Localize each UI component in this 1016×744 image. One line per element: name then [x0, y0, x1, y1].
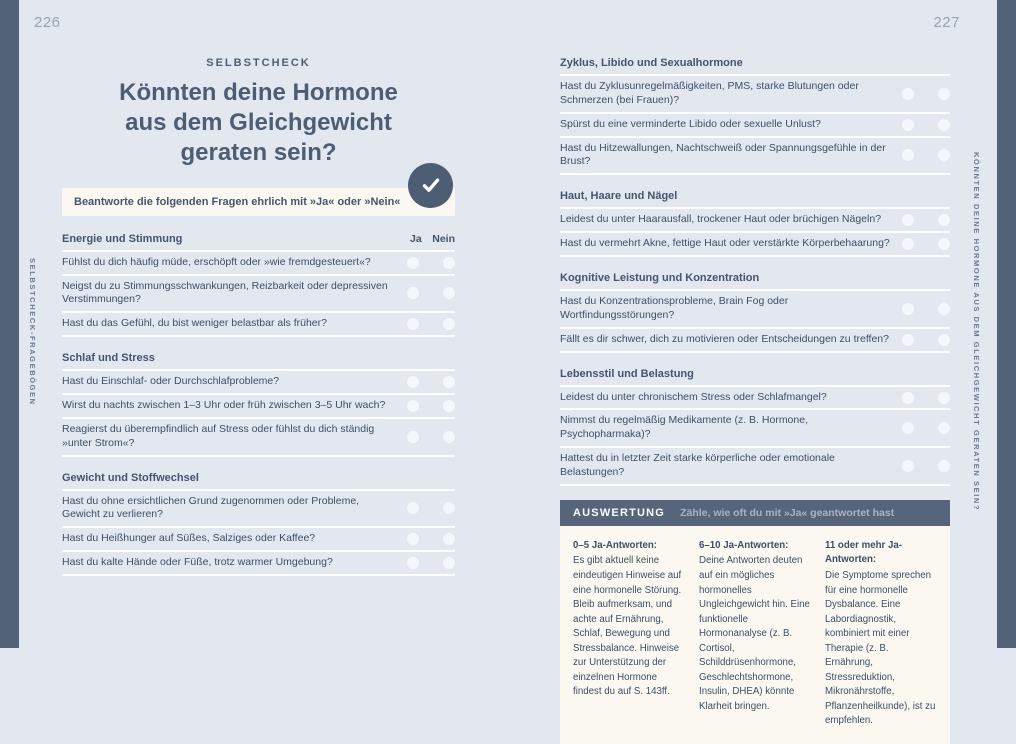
- answer-dots: [902, 119, 950, 131]
- answer-dots: [902, 88, 950, 100]
- section-heading-row: [62, 472, 455, 491]
- question-text: Hast du vermehrt Akne, fettige Haut oder verstärkte Körperbehaarung?: [560, 237, 890, 250]
- ja-checkbox[interactable]: [902, 214, 914, 226]
- section-title: Gewicht und Stoffwechsel: [62, 471, 199, 484]
- question-row: [62, 371, 455, 395]
- question-row: [62, 313, 455, 337]
- question-text: Nimmst du regelmäßig Medikamente (z. B. Hormone, Psychopharmaka)?: [560, 414, 808, 441]
- nein-checkbox[interactable]: [938, 88, 950, 100]
- section-zyklus-libido-sexualhormone: [560, 57, 950, 175]
- kicker: SELBSTCHECK: [206, 57, 311, 69]
- answer-dots: [902, 392, 950, 404]
- answer-dots: [902, 303, 950, 315]
- section-title: Zyklus, Libido und Sexualhormone: [560, 57, 743, 69]
- question-row: [62, 395, 455, 419]
- question-text: Spürst du eine verminderte Libido oder sexuelle Unlust?: [560, 117, 821, 130]
- question-text: Fällt es dir schwer, dich zu motivieren oder Entscheidungen zu treffen?: [560, 332, 889, 345]
- nein-checkbox[interactable]: [443, 557, 455, 569]
- nein-column-label: Nein: [432, 232, 455, 245]
- ja-checkbox[interactable]: [902, 238, 914, 250]
- ja-checkbox[interactable]: [902, 88, 914, 100]
- evaluation-body: [560, 526, 950, 744]
- answer-dots: [902, 460, 950, 472]
- spine-label-right: KÖNNTEN DEINE HORMONE AUS DEM GLEICHGEWICHT GERATEN SEIN?: [972, 152, 981, 512]
- section-haut-haare-naegel: [560, 190, 950, 257]
- ja-checkbox[interactable]: [902, 303, 914, 315]
- section-kognitive-leistung: [560, 272, 950, 353]
- evaluation-column-text: Die Symptome sprechen für eine hormonelle Dysbalance. Eine Labordiagnostik, kombiniert mit einer Therapie (z. B. Ernährung, Stressreduktion, Mikronährstoffe, Pflanzenheilkunde), ist zu empfehlen.: [825, 569, 936, 727]
- nein-checkbox[interactable]: [938, 149, 950, 161]
- ja-checkbox[interactable]: [902, 334, 914, 346]
- title-line-3: geraten sein?: [180, 139, 337, 167]
- question-text: Hast du Einschlaf- oder Durchschlafprobleme?: [62, 375, 280, 388]
- evaluation-label: AUSWERTUNG: [573, 506, 666, 519]
- question-text: Hast du Heißhunger auf Süßes, Salziges oder Kaffee?: [62, 532, 316, 545]
- question-row: [560, 209, 950, 233]
- page-number-left: 226: [34, 14, 61, 31]
- question-text: Hast du Zyklusunregelmäßigkeiten, PMS, starke Blutungen oder Schmerzen (bei Frauen)?: [560, 80, 859, 106]
- ja-checkbox[interactable]: [407, 257, 419, 269]
- question-row: [560, 448, 950, 486]
- evaluation-column-0-5: [573, 539, 685, 729]
- evaluation-column-heading: 0–5 Ja-Antworten:: [573, 539, 657, 551]
- evaluation-column-6-10: [699, 539, 811, 729]
- answer-dots: [902, 238, 950, 250]
- ja-checkbox[interactable]: [902, 149, 914, 161]
- title-line-2: aus dem Gleichgewicht: [125, 109, 392, 137]
- title-line-1: Könnten deine Hormone: [119, 79, 398, 106]
- question-row: [62, 552, 455, 576]
- question-text: Hast du ohne ersichtlichen Grund zugenommen oder Probleme, Gewicht zu verlieren?: [62, 494, 360, 521]
- answer-dots: [902, 422, 950, 434]
- section-heading-row: [560, 57, 950, 76]
- answer-dots: [902, 334, 950, 346]
- nein-checkbox[interactable]: [938, 119, 950, 131]
- section-heading-row: [560, 368, 950, 387]
- question-row: [560, 76, 950, 114]
- question-row: [62, 419, 455, 457]
- page-title: [62, 78, 455, 169]
- question-text: Hast du kalte Hände oder Füße, trotz warmer Umgebung?: [62, 556, 333, 569]
- answer-dots: [407, 400, 455, 412]
- question-row: [560, 387, 950, 411]
- answer-dots: [407, 376, 455, 388]
- question-text: Reagierst du überempfindlich auf Stress oder fühlst du dich ständig »unter Strom«?: [62, 422, 375, 449]
- answer-dots: [407, 533, 455, 545]
- section-gewicht-und-stoffwechsel: [62, 472, 455, 576]
- answer-dots: [407, 287, 455, 299]
- nein-checkbox[interactable]: [938, 303, 950, 315]
- question-row: [560, 291, 950, 329]
- nein-checkbox[interactable]: [443, 400, 455, 412]
- ja-checkbox[interactable]: [902, 119, 914, 131]
- answer-dots: [407, 318, 455, 330]
- ja-checkbox[interactable]: [407, 287, 419, 299]
- nein-checkbox[interactable]: [443, 257, 455, 269]
- spine-label-left: SELBSTCHECK-FRAGEBÖGEN: [28, 258, 37, 406]
- nein-checkbox[interactable]: [443, 287, 455, 299]
- nein-checkbox[interactable]: [443, 431, 455, 443]
- evaluation-header: [560, 500, 950, 526]
- answer-dots: [407, 557, 455, 569]
- question-row: [560, 114, 950, 138]
- ja-checkbox[interactable]: [407, 376, 419, 388]
- section-heading-row: [62, 233, 455, 252]
- nein-checkbox[interactable]: [938, 392, 950, 404]
- evaluation-subtitle: Zähle, wie oft du mit »Ja« geantwortet hast: [680, 506, 895, 519]
- question-row: [62, 528, 455, 552]
- ja-checkbox[interactable]: [407, 400, 419, 412]
- section-heading-row: [62, 352, 455, 371]
- ja-checkbox[interactable]: [407, 502, 419, 514]
- question-row: [62, 276, 455, 314]
- question-row: [560, 138, 950, 176]
- answer-dots: [902, 149, 950, 161]
- question-text: Wirst du nachts zwischen 1–3 Uhr oder früh zwischen 3–5 Uhr wach?: [62, 399, 386, 411]
- ja-column-label: Ja: [410, 232, 422, 245]
- evaluation-column-heading: 11 oder mehr Ja-Antworten:: [825, 539, 902, 566]
- ja-checkbox[interactable]: [407, 318, 419, 330]
- instruction-text: Beantworte die folgenden Fragen ehrlich mit »Ja« oder »Nein«: [74, 195, 401, 208]
- question-text: Leidest du unter Haarausfall, trockener Haut oder brüchigen Nägeln?: [560, 213, 882, 226]
- question-text: Leidest du unter chronischem Stress oder Schlafmangel?: [560, 390, 827, 403]
- question-row: [560, 410, 950, 448]
- answer-dots: [902, 214, 950, 226]
- instruction-bar: [62, 188, 455, 216]
- ja-checkbox[interactable]: [407, 557, 419, 569]
- page-number-right: 227: [933, 14, 960, 31]
- evaluation-column-text: Es gibt aktuell keine eindeutigen Hinweise auf eine hormonelle Störung. Bleib aufmerksam, und achte auf Ernährung, Schlaf, Bewegung und Stressbalance. Hinweise zur Unterstützung der einzelnen Hormone findest du auf S. 143ff.: [573, 555, 682, 698]
- nein-checkbox[interactable]: [443, 318, 455, 330]
- section-lebensstil-belastung: [560, 368, 950, 486]
- question-row: [560, 233, 950, 257]
- section-heading-row: [560, 272, 950, 291]
- nein-checkbox[interactable]: [443, 502, 455, 514]
- right-edge-bar: [997, 0, 1016, 648]
- left-page: [62, 0, 455, 576]
- ja-checkbox[interactable]: [902, 460, 914, 472]
- evaluation-column-11-plus: [825, 539, 937, 729]
- nein-checkbox[interactable]: [938, 460, 950, 472]
- section-schlaf-und-stress: [62, 352, 455, 456]
- nein-checkbox[interactable]: [938, 334, 950, 346]
- left-edge-bar: [0, 0, 19, 648]
- question-text: Hast du Hitzewallungen, Nachtschweiß oder Spannungsgefühle in der Brust?: [560, 141, 886, 168]
- question-text: Neigst du zu Stimmungsschwankungen, Reizbarkeit oder depressiven Verstimmungen?: [62, 279, 388, 306]
- question-text: Hast du Konzentrationsprobleme, Brain Fog oder Wortfindungsstörungen?: [560, 295, 789, 321]
- question-text: Hattest du in letzter Zeit starke körperliche oder emotionale Belastungen?: [560, 452, 835, 479]
- answer-column-labels: [407, 233, 455, 245]
- question-row: [560, 329, 950, 353]
- right-page: [560, 0, 950, 744]
- answer-dots: [407, 502, 455, 514]
- nein-checkbox[interactable]: [938, 422, 950, 434]
- section-heading-row: [560, 190, 950, 209]
- nein-checkbox[interactable]: [938, 214, 950, 226]
- section-title: Haut, Haare und Nägel: [560, 190, 678, 203]
- nein-checkbox[interactable]: [938, 238, 950, 250]
- question-row: [62, 252, 455, 276]
- ja-checkbox[interactable]: [902, 392, 914, 404]
- section-title: Kognitive Leistung und Konzentration: [560, 272, 760, 285]
- evaluation-column-heading: 6–10 Ja-Antworten:: [699, 539, 789, 551]
- nein-checkbox[interactable]: [443, 376, 455, 388]
- section-title: Energie und Stimmung: [62, 232, 183, 245]
- ja-checkbox[interactable]: [407, 533, 419, 545]
- answer-dots: [407, 431, 455, 443]
- section-title: Schlaf und Stress: [62, 352, 155, 365]
- ja-checkbox[interactable]: [407, 431, 419, 443]
- check-icon: [408, 163, 453, 208]
- answer-dots: [407, 257, 455, 269]
- question-text: Hast du das Gefühl, du bist weniger belastbar als früher?: [62, 317, 327, 330]
- ja-checkbox[interactable]: [902, 422, 914, 434]
- question-text: Fühlst du dich häufig müde, erschöpft oder »wie fremdgesteuert«?: [62, 255, 371, 268]
- nein-checkbox[interactable]: [443, 533, 455, 545]
- section-energie-und-stimmung: [62, 233, 455, 337]
- section-title: Lebensstil und Belastung: [560, 367, 694, 380]
- question-row: [62, 491, 455, 529]
- evaluation-column-text: Deine Antworten deuten auf ein mögliches hormonelles Ungleichgewicht hin. Eine funktionelle Hormonanalyse (z. B. Cortisol, Schilddrüsenhormone, Geschlechtshormone, Insulin, DHEA) könnte Klarheit bringen.: [699, 555, 810, 712]
